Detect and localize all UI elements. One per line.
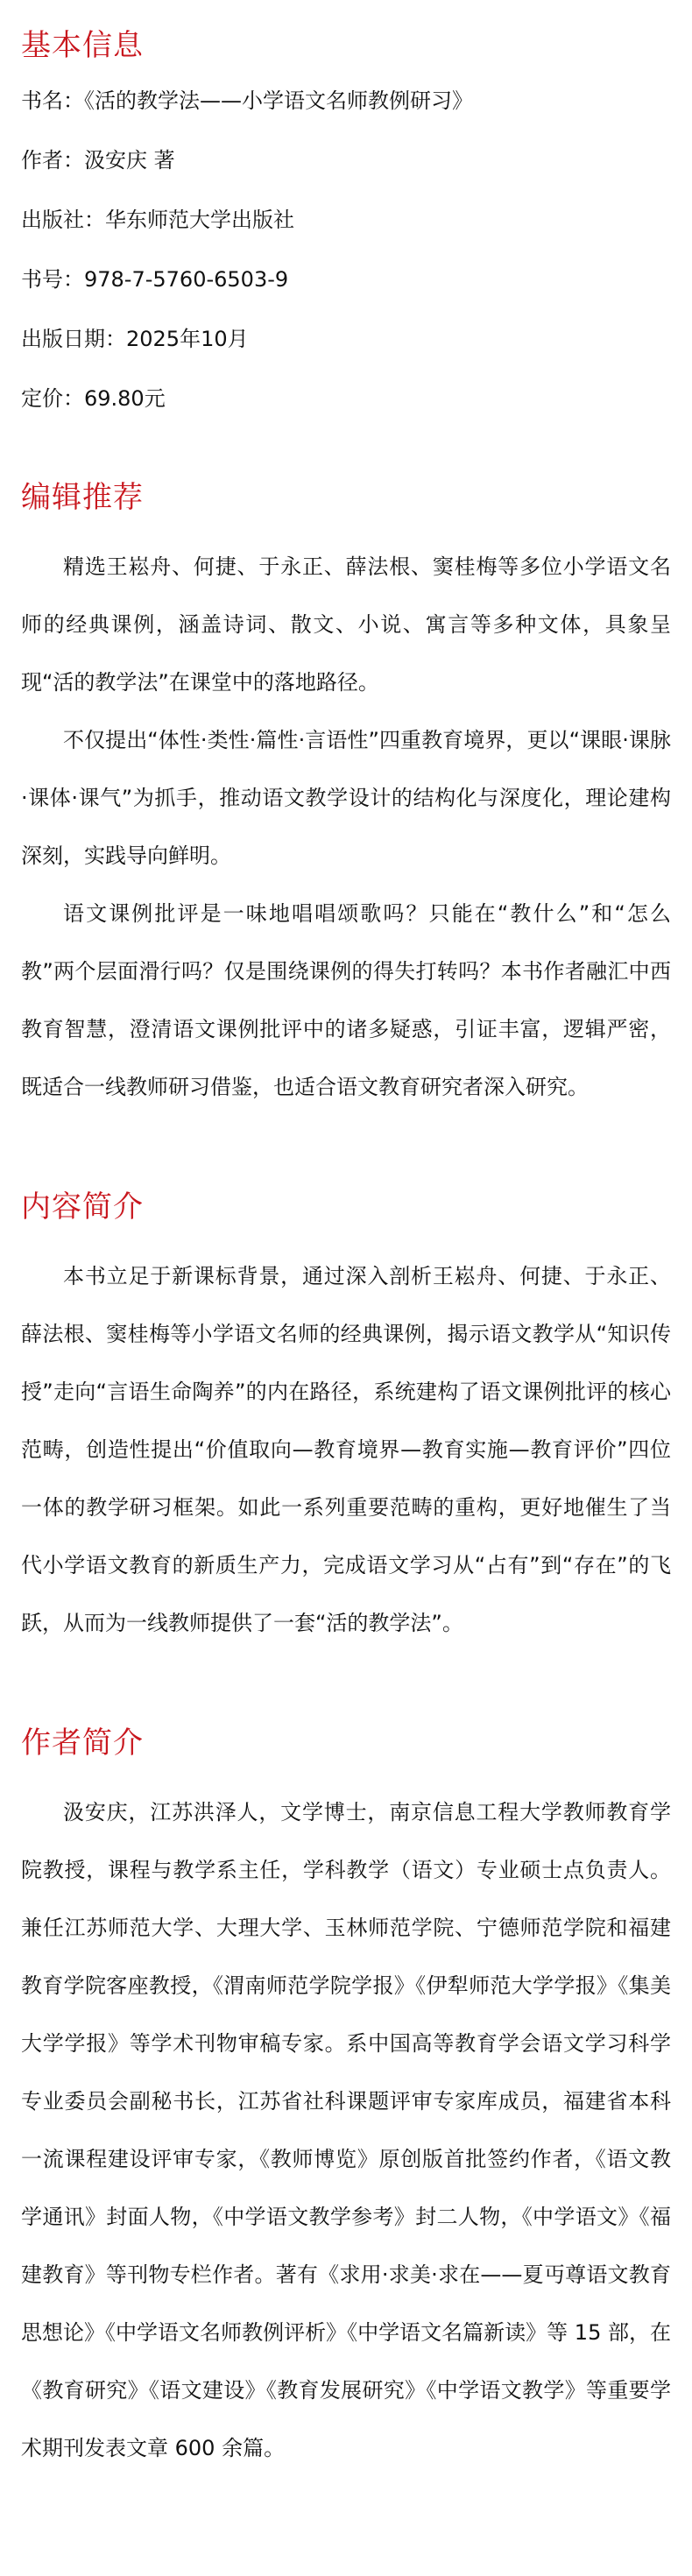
author-intro-paragraph: 汲安庆，江苏洪泽人，文学博士，南京信息工程大学教师教育学院教授，课程与教学系主任，学科教学（语文）专业硕士点负责人。兼任江苏师范大学、大理大学、玉林师范学院、宁德师范学院和福建教育学院客座教授，《渭南师范学院学报》《伊犁师范大学学报》《集美大学学报》等学术刊物审稿专家。系中国高等教育学会语文学习科学专业委员会副秘书长，江苏省社科课题评审专家库成员，福建省本科一流课程建设评审专家，《教师博览》原创版首批签约作者，《语文教学通讯》封面人物，《中学语文教学参考》封二人物，《中学语文》《福建教育》等刊物专栏作者。著有《求用·求美·求在——夏丏尊语文教育思想论》《中学语文名师教例评析》《中学语文名篇新读》等 15 部，在《教育研究》《语文建设》《教育发展研究》《中学语文教学》等重要学术期刊发表文章 600 余篇。: [21, 1800, 671, 2460]
publish-date-line: 出版日期：2025年10月: [21, 327, 249, 351]
basic-info-heading: 基本信息: [21, 28, 144, 63]
author-intro-heading: 作者简介: [21, 1726, 144, 1761]
isbn-line: 书号：978-7-5760-6503-9: [21, 267, 289, 292]
editor-recommend-heading: 编辑推荐: [21, 480, 144, 515]
editor-recommend-paragraph-1: 精选王崧舟、何捷、于永正、薛法根、窦桂梅等多位小学语文名师的经典课例，涵盖诗词、散文、小说、寓言等多种文体，具象呈现“活的教学法”在课堂中的落地路径。: [21, 554, 671, 695]
editor-recommend-section: [21, 478, 671, 1116]
price-line: 定价：69.80元: [21, 386, 166, 411]
content-intro-section: [21, 1188, 671, 1652]
editor-recommend-paragraph-3: 语文课例批评是一味地唱唱颂歌吗？只能在“教什么”和“怎么教”两个层面滑行吗？仅是围绕课例的得失打转吗？本书作者融汇中西教育智慧，澄清语文课例批评中的诸多疑惑，引证丰富，逻辑严密，既适合一线教师研习借鉴，也适合语文教育研究者深入研究。: [21, 901, 671, 1099]
content-intro-heading: 内容简介: [21, 1189, 144, 1224]
content-intro-paragraph: 本书立足于新课标背景，通过深入剖析王崧舟、何捷、于永正、薛法根、窦桂梅等小学语文名师的经典课例，揭示语文教学从“知识传授”走向“言语生命陶养”的内在路径，系统建构了语文课例批评的核心范畴，创造性提出“价值取向—教育境界—教育实施—教育评价”四位一体的教学研习框架。如此一系列重要范畴的重构，更好地催生了当代小学语文教育的新质生产力，完成语文学习从“占有”到“存在”的飞跃，从而为一线教师提供了一套“活的教学法”。: [21, 1264, 671, 1635]
book-title-line: 书名：《活的教学法——小学语文名师教例研习》: [21, 88, 473, 113]
author-intro-section: [21, 1724, 671, 2477]
basic-info-section: [21, 26, 671, 413]
publisher-line: 出版社：华东师范大学出版社: [21, 208, 294, 232]
editor-recommend-paragraph-2: 不仅提出“体性·类性·篇性·言语性”四重教育境界，更以“课眼·课脉·课体·课气”为抓手，推动语文教学设计的结构化与深度化，理论建构深刻，实践导向鲜明。: [21, 728, 671, 868]
author-line: 作者：汲安庆 著: [21, 148, 175, 173]
